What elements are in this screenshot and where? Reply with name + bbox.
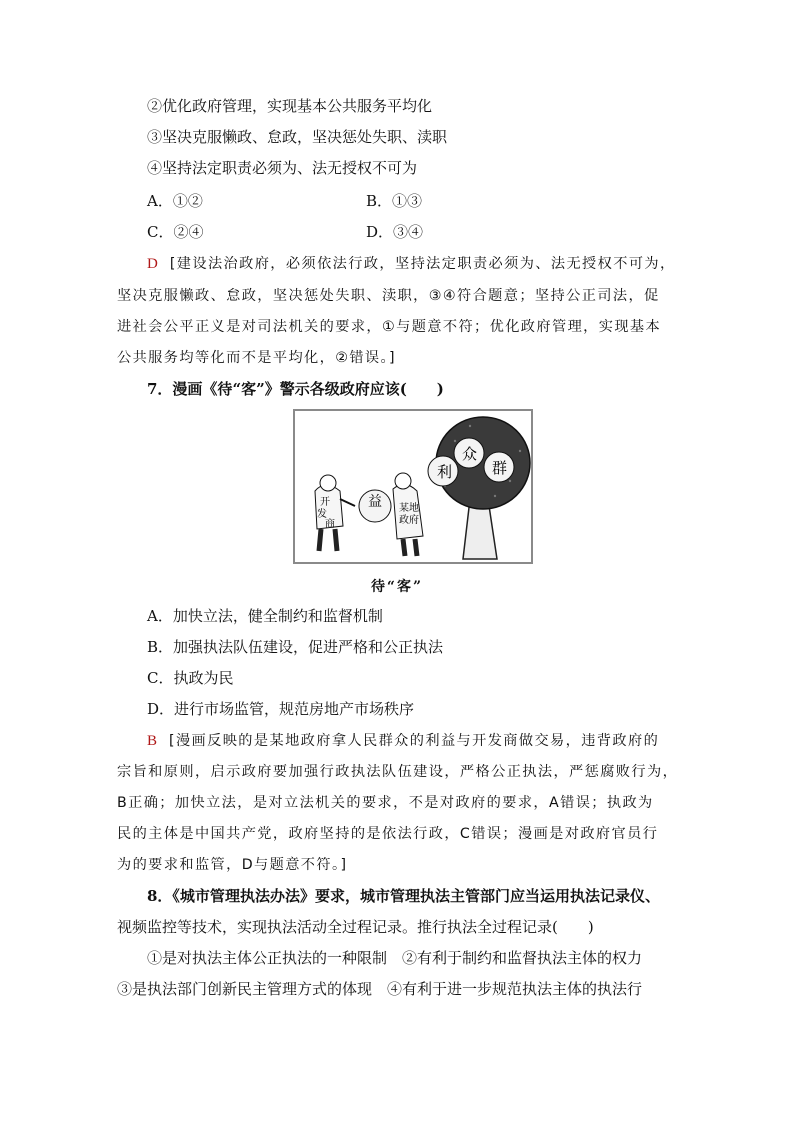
q6-explanation-line-4: 公共服务均等化而不是平均化，②错误。] bbox=[117, 350, 396, 366]
svg-text:众: 众 bbox=[462, 445, 478, 463]
q6-explanation-line-1: D [建设法治政府，必须依法行政，坚持法定职责必须为、法无授权不可为， bbox=[147, 256, 676, 272]
cartoon-illustration bbox=[295, 411, 531, 562]
svg-text:群: 群 bbox=[492, 459, 508, 477]
svg-text:某地: 某地 bbox=[399, 503, 419, 514]
q8-stem-line-1: 8．《城市管理执法办法》要求，城市管理执法主管部门应当运用执法记录仪、 bbox=[147, 887, 660, 905]
svg-text:利: 利 bbox=[437, 463, 453, 481]
q6-option-b: B．①③ bbox=[366, 192, 423, 210]
q7-explanation-line-5: 为的要求和监管，D与题意不符。] bbox=[117, 857, 348, 873]
q8-statement-line-2: ③是执法部门创新民主管理方式的体现 ④有利于进一步规范执法主体的执法行 bbox=[117, 980, 643, 998]
q6-explanation-line-3: 进社会公平正义是对司法机关的要求，①与题意不符；优化政府管理，实现基本 bbox=[117, 319, 662, 335]
cartoon-caption: 待“客” bbox=[370, 579, 424, 595]
svg-text:商: 商 bbox=[325, 519, 335, 530]
q7-option-b: B．加强执法队伍建设，促进严格和公正执法 bbox=[147, 638, 444, 656]
svg-text:政府: 政府 bbox=[399, 515, 419, 526]
q6-statement-3: ③坚决克服懒政、怠政，坚决惩处失职、渎职 bbox=[147, 128, 448, 146]
svg-text:益: 益 bbox=[368, 494, 382, 510]
svg-text:发: 发 bbox=[317, 509, 327, 520]
q6-statement-2: ②优化政府管理，实现基本公共服务平均化 bbox=[147, 97, 433, 115]
q8-statement-line-1: ①是对执法主体公正执法的一种限制 ②有利于制约和监督执法主体的权力 bbox=[147, 949, 643, 967]
q6-statement-4: ④坚持法定职责必须为、法无授权不可为 bbox=[147, 159, 418, 177]
q7-explanation-line-4: 民的主体是中国共产党，政府坚持的是依法行政，C错误；漫画是对政府官员行 bbox=[117, 826, 659, 842]
q7-option-c: C．执政为民 bbox=[147, 669, 234, 687]
q6-option-d: D．③④ bbox=[366, 223, 424, 241]
q6-option-a: A．①② bbox=[147, 192, 203, 210]
q6-option-c: C．②④ bbox=[147, 223, 204, 241]
q7-answer-letter: B bbox=[147, 733, 158, 749]
q7-explanation-line-3: B正确；加快立法，是对立法机关的要求，不是对政府的要求，A错误；执政为 bbox=[117, 795, 654, 811]
q8-stem-line-2: 视频监控等技术，实现执法活动全过程记录。推行执法全过程记录( ) bbox=[117, 918, 594, 936]
q6-explanation-line-2: 坚决克服懒政、怠政，坚决惩处失职、渎职，③④符合题意；坚持公正司法，促 bbox=[117, 288, 660, 304]
svg-text:开: 开 bbox=[320, 497, 330, 508]
q7-stem: 7．漫画《待“客”》警示各级政府应该( ) bbox=[147, 380, 444, 398]
q6-answer-letter: D bbox=[147, 256, 158, 272]
q7-option-a: A．加快立法，健全制约和监督机制 bbox=[147, 607, 383, 625]
q7-explanation-line-1: B [漫画反映的是某地政府拿人民群众的利益与开发商做交易，违背政府的 bbox=[147, 733, 660, 749]
q7-option-d: D．进行市场监管，规范房地产市场秩序 bbox=[147, 700, 415, 718]
cartoon-image bbox=[293, 409, 533, 564]
q7-explanation-line-2: 宗旨和原则，启示政府要加强行政执法队伍建设，严格公正执法，严惩腐败行为， bbox=[117, 764, 679, 780]
